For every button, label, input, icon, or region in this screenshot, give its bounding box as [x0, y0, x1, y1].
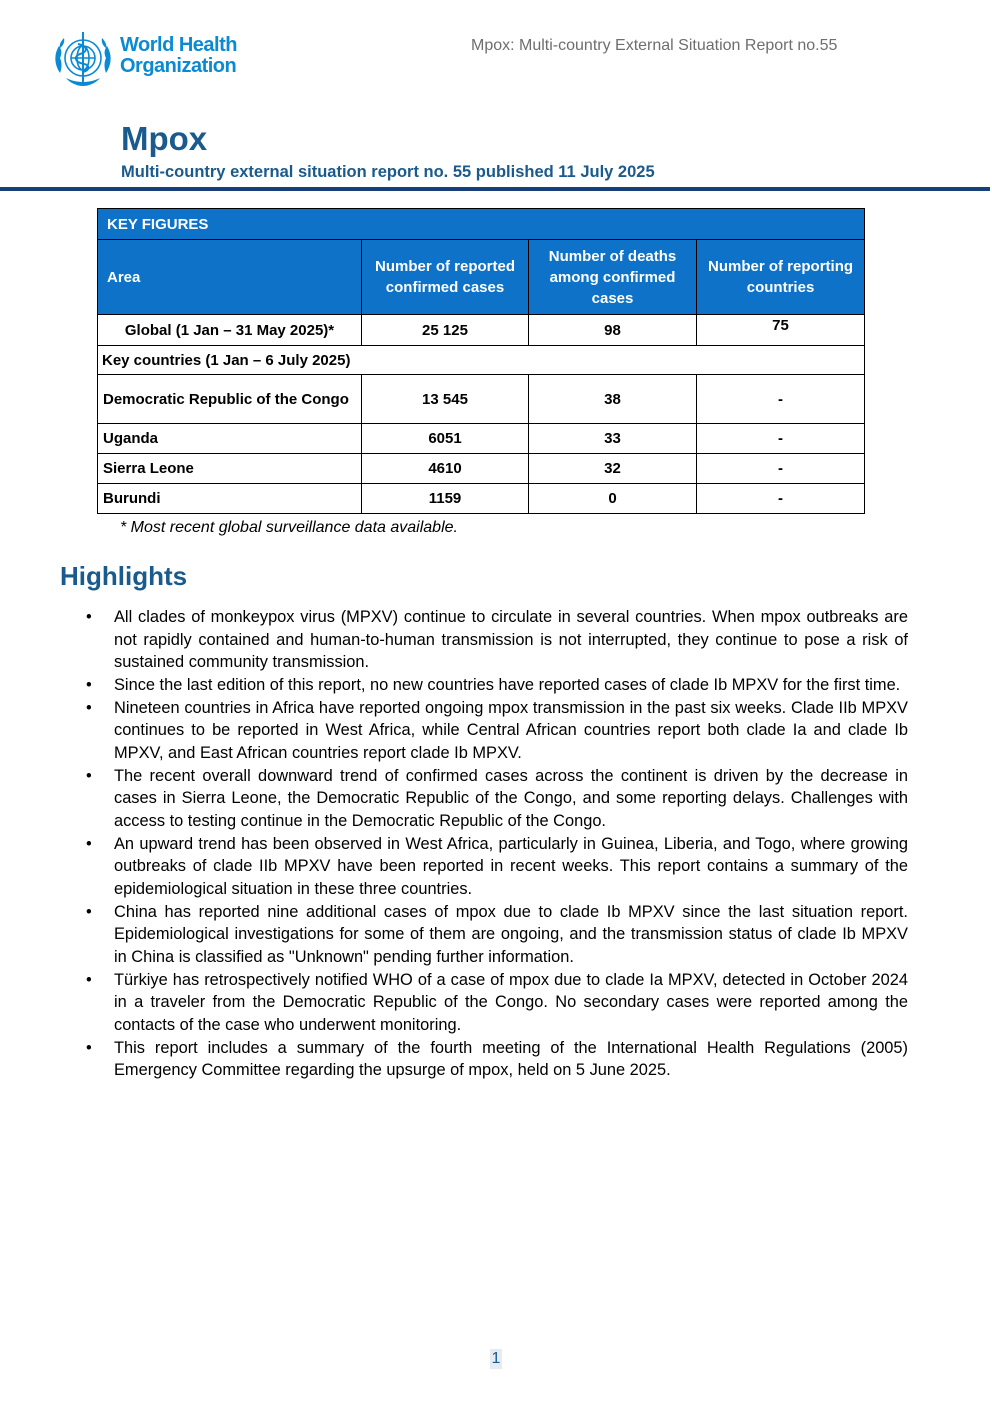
page-number: 1: [491, 1350, 501, 1367]
table-row: [98, 484, 865, 514]
bullet-icon: •: [86, 1038, 92, 1057]
bullet-icon: •: [86, 675, 92, 694]
page-subtitle: Multi-country external situation report no. 55 published 11 July 2025: [121, 163, 655, 181]
running-header: Mpox: Multi-country External Situation Report no.55: [471, 37, 838, 54]
bullet-icon: •: [86, 698, 92, 717]
list-item-text: China has reported nine additional cases of mpox due to clade Ib MPXV since the last situation report. Epidemiological investigations for some of them are ongoing, and the transmission status of clade Ib MPXV in China is classified as "Unknown" pending further information.: [114, 902, 908, 966]
cell-cases: 4610: [362, 454, 529, 484]
list-item: [86, 833, 908, 901]
cell-area: Sierra Leone: [98, 454, 362, 484]
list-item: [86, 674, 908, 697]
list-item-text: Since the last edition of this report, no new countries have reported cases of clade Ib MPXV for the first time.: [114, 675, 901, 694]
cell-deaths: 33: [529, 424, 697, 454]
table-header-row: [98, 240, 865, 315]
who-wordmark: [120, 35, 237, 77]
bullet-icon: •: [86, 834, 92, 853]
list-item: [86, 969, 908, 1037]
logo-line-2: Organization: [120, 55, 237, 77]
title-divider: [0, 187, 990, 191]
column-header-countries: Number of reporting countries: [697, 240, 865, 315]
key-figures-table: [97, 208, 865, 514]
cell-countries: -: [697, 375, 865, 424]
list-item-text: All clades of monkeypox virus (MPXV) continue to circulate in several countries. When mpox outbreaks are not rapidly contained and human-to-human transmission is not interrupted, they continue to pose a risk of sustained community transmission.: [114, 608, 908, 672]
who-emblem-icon: [50, 28, 116, 88]
cell-area: Global (1 Jan – 31 May 2025)*: [98, 315, 362, 346]
cell-area-text: Democratic Republic of the Congo: [103, 390, 349, 408]
table-row: [98, 375, 865, 424]
cell-cases: 25 125: [362, 315, 529, 346]
bullet-icon: •: [86, 766, 92, 785]
table-footnote: * Most recent global surveillance data available.: [120, 519, 458, 536]
highlights-heading: Highlights: [60, 561, 188, 591]
list-item-text: This report includes a summary of the fourth meeting of the International Health Regulations (2005) Emergency Committee regarding the upsurge of mpox, held on 5 June 2025.: [114, 1038, 908, 1080]
section-label: Key countries (1 Jan – 6 July 2025): [98, 346, 865, 375]
list-item: [86, 697, 908, 765]
cell-deaths: 98: [529, 315, 697, 346]
list-item-text: Türkiye has retrospectively notified WHO of a case of mpox due to clade Ia MPXV, detected in October 2024 in a traveler from the Democratic Republic of the Congo. No secondary cases were reported among the contacts of the case who underwent monitoring.: [114, 970, 908, 1034]
cell-deaths: 38: [529, 375, 697, 424]
list-item-text: Nineteen countries in Africa have reported ongoing mpox transmission in the past six weeks. Clade IIb MPXV continues to be reported in West Africa, while Central African countries report both clade Ia and clade Ib MPXV, and East African countries report clade Ib MPXV.: [114, 698, 908, 762]
table-row: [98, 454, 865, 484]
cell-deaths: 32: [529, 454, 697, 484]
column-header-cases: Number of reported confirmed cases: [362, 240, 529, 315]
table-row: [98, 424, 865, 454]
cell-countries: -: [697, 454, 865, 484]
cell-area: Uganda: [98, 424, 362, 454]
column-header-deaths: Number of deaths among confirmed cases: [529, 240, 697, 315]
table-row-global: [98, 315, 865, 346]
cell-deaths: 0: [529, 484, 697, 514]
bullet-icon: •: [86, 902, 92, 921]
cell-area: [98, 375, 362, 424]
key-figures-banner: KEY FIGURES: [98, 209, 865, 240]
cell-cases: 1159: [362, 484, 529, 514]
cell-area: Burundi: [98, 484, 362, 514]
cell-cases: 6051: [362, 424, 529, 454]
list-item: [86, 765, 908, 833]
cell-countries: -: [697, 424, 865, 454]
list-item: [86, 606, 908, 674]
highlights-list: [86, 606, 908, 1082]
list-item-text: An upward trend has been observed in West Africa, particularly in Guinea, Liberia, and Togo, where growing outbreaks of clade IIb MPXV have been reported in recent weeks. This report contains a summary of the epidemiological situation in these three countries.: [114, 834, 908, 898]
who-logo: [50, 28, 250, 88]
list-item: [86, 901, 908, 969]
cell-countries: 75: [697, 315, 865, 346]
page-title: Mpox: [121, 120, 208, 157]
column-header-area: Area: [98, 240, 362, 315]
table-section-row: [98, 346, 865, 375]
cell-countries: -: [697, 484, 865, 514]
bullet-icon: •: [86, 970, 92, 989]
key-figures-banner-row: [98, 209, 865, 240]
cell-cases: 13 545: [362, 375, 529, 424]
list-item: [86, 1037, 908, 1082]
logo-line-1: World Health: [120, 34, 237, 56]
list-item-text: The recent overall downward trend of confirmed cases across the continent is driven by the decrease in cases in Sierra Leone, the Democratic Republic of the Congo, and some reporting delays. Challenges with access to testing continue in the Democratic Republic of the Congo.: [114, 766, 908, 830]
bullet-icon: •: [86, 608, 92, 626]
